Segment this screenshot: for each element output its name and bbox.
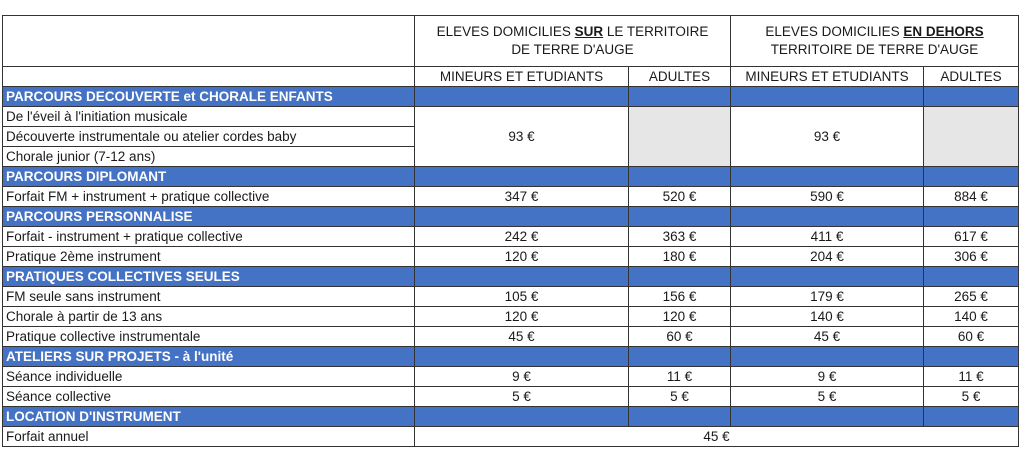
price-adults-inside: 11 €: [629, 367, 731, 387]
price-minors-inside: 120 €: [415, 247, 629, 267]
price-minors-inside: 347 €: [415, 187, 629, 207]
section-title: PARCOURS DIPLOMANT: [3, 167, 415, 187]
section-title: ATELIERS SUR PROJETS - à l'unité: [3, 347, 415, 367]
section-title: LOCATION D'INSTRUMENT: [3, 407, 415, 427]
section-header-collectives: [3, 267, 1019, 287]
price-adults-inside: 520 €: [629, 187, 731, 207]
table-row: [3, 107, 1019, 127]
section-blank: [629, 207, 731, 227]
header-group-inside-emph: SUR: [574, 24, 604, 39]
price-minors-outside: 411 €: [731, 227, 924, 247]
section-blank: [629, 407, 731, 427]
price-minors-outside: 590 €: [731, 187, 924, 207]
section-blank: [924, 207, 1019, 227]
row-label: Séance individuelle: [3, 367, 415, 387]
table-row: [3, 367, 1019, 387]
header-group-outside-pre: ELEVES DOMICILIES: [765, 24, 904, 39]
price-adults-inside: 180 €: [629, 247, 731, 267]
price-minors-outside: 204 €: [731, 247, 924, 267]
section-blank: [415, 87, 629, 107]
section-title: PARCOURS PERSONNALISE: [3, 207, 415, 227]
price-minors-outside: 5 €: [731, 387, 924, 407]
section-blank: [415, 167, 629, 187]
price-adults-outside: 306 €: [924, 247, 1019, 267]
section-header-location: [3, 407, 1019, 427]
row-label: Forfait - instrument + pratique collective: [3, 227, 415, 247]
row-label: FM seule sans instrument: [3, 287, 415, 307]
price-adults-inside: 5 €: [629, 387, 731, 407]
section-header-diplomant: [3, 167, 1019, 187]
section-blank: [629, 167, 731, 187]
price-adults-outside: 617 €: [924, 227, 1019, 247]
price-minors-outside: 9 €: [731, 367, 924, 387]
section-header-personnalise: [3, 207, 1019, 227]
table-row: [3, 247, 1019, 267]
row-label: Séance collective: [3, 387, 415, 407]
header-group-inside-line1: [418, 23, 727, 41]
section-blank: [629, 347, 731, 367]
section-blank: [415, 347, 629, 367]
row-label: Chorale à partir de 13 ans: [3, 307, 415, 327]
price-adults-outside: 5 €: [924, 387, 1019, 407]
table-row: [3, 427, 1019, 447]
price-minors-inside: 5 €: [415, 387, 629, 407]
section-title: PARCOURS DECOUVERTE et CHORALE ENFANTS: [3, 87, 415, 107]
header-group-inside-line2: DE TERRE D'AUGE: [511, 42, 634, 57]
section-blank: [924, 407, 1019, 427]
header-group-outside-line1: [734, 23, 1015, 41]
row-label: Découverte instrumentale ou atelier cordes baby: [3, 127, 415, 147]
price-minors-outside: 93 €: [731, 107, 924, 167]
price-adults-outside: 265 €: [924, 287, 1019, 307]
header-group-outside: [731, 16, 1019, 67]
table-row: [3, 387, 1019, 407]
price-adults-inside: 156 €: [629, 287, 731, 307]
price-minors-outside: 45 €: [731, 327, 924, 347]
price-minors-inside: 120 €: [415, 307, 629, 327]
table-row: [3, 227, 1019, 247]
header-group-inside-post: LE TERRITOIRE: [603, 24, 709, 39]
section-blank: [731, 207, 924, 227]
section-blank: [415, 267, 629, 287]
row-label: De l'éveil à l'initiation musicale: [3, 107, 415, 127]
section-header-ateliers: [3, 347, 1019, 367]
section-blank: [731, 407, 924, 427]
price-adults-outside: 140 €: [924, 307, 1019, 327]
section-blank: [415, 207, 629, 227]
section-blank: [731, 267, 924, 287]
price-minors-outside: 140 €: [731, 307, 924, 327]
price-adults-inside: 60 €: [629, 327, 731, 347]
section-blank: [924, 347, 1019, 367]
row-label: Pratique collective instrumentale: [3, 327, 415, 347]
section-blank: [629, 267, 731, 287]
price-minors-inside: 105 €: [415, 287, 629, 307]
header-adults-inside: ADULTES: [629, 67, 731, 87]
price-minors-inside: 93 €: [415, 107, 629, 167]
empty-gray-cell: [629, 107, 731, 167]
header-group-inside-pre: ELEVES DOMICILIES: [436, 24, 575, 39]
header-empty-cell: [3, 16, 415, 67]
price-minors-inside: 242 €: [415, 227, 629, 247]
row-label: Chorale junior (7-12 ans): [3, 147, 415, 167]
header-group-outside-emph: EN DEHORS: [903, 24, 984, 39]
header-row-groups: [3, 16, 1019, 67]
section-blank: [924, 167, 1019, 187]
price-adults-outside: 11 €: [924, 367, 1019, 387]
header-minors-outside: MINEURS ET ETUDIANTS: [731, 67, 924, 87]
price-minors-outside: 179 €: [731, 287, 924, 307]
header-group-inside: [415, 16, 731, 67]
section-blank: [731, 347, 924, 367]
section-title: PRATIQUES COLLECTIVES SEULES: [3, 267, 415, 287]
price-adults-inside: 363 €: [629, 227, 731, 247]
section-blank: [731, 167, 924, 187]
price-minors-inside: 9 €: [415, 367, 629, 387]
row-label: Forfait FM + instrument + pratique collective: [3, 187, 415, 207]
price-adults-outside: 884 €: [924, 187, 1019, 207]
price-adults-inside: 120 €: [629, 307, 731, 327]
section-blank: [731, 87, 924, 107]
header-empty-cell-2: [3, 67, 415, 87]
price-minors-inside: 45 €: [415, 327, 629, 347]
price-all: 45 €: [415, 427, 1019, 447]
header-adults-outside: ADULTES: [924, 67, 1019, 87]
header-minors-inside: MINEURS ET ETUDIANTS: [415, 67, 629, 87]
section-blank: [629, 87, 731, 107]
table-row: [3, 187, 1019, 207]
table-row: [3, 287, 1019, 307]
header-group-outside-line2: TERRITOIRE DE TERRE D'AUGE: [770, 42, 979, 57]
section-blank: [415, 407, 629, 427]
table-row: [3, 327, 1019, 347]
tariff-table: [2, 15, 1019, 447]
price-adults-outside: 60 €: [924, 327, 1019, 347]
section-header-decouverte: [3, 87, 1019, 107]
table-row: [3, 307, 1019, 327]
row-label: Forfait annuel: [3, 427, 415, 447]
header-row-categories: [3, 67, 1019, 87]
empty-gray-cell: [924, 107, 1019, 167]
section-blank: [924, 87, 1019, 107]
section-blank: [924, 267, 1019, 287]
row-label: Pratique 2ème instrument: [3, 247, 415, 267]
